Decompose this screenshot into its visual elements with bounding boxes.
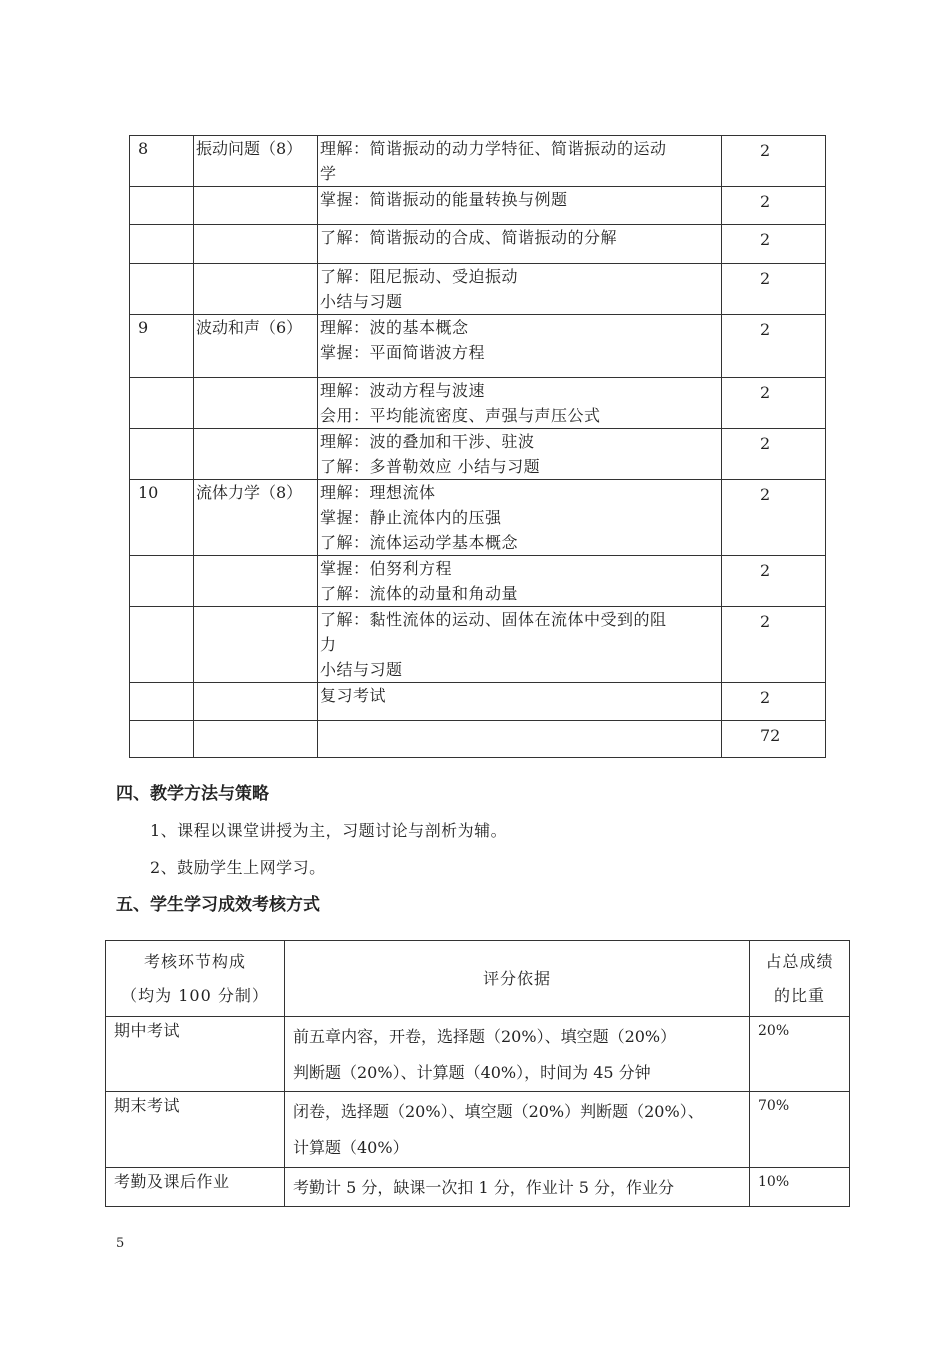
content-cell: [318, 315, 722, 378]
table-row: [130, 556, 826, 607]
content-line: 掌握：静止流体内的压强: [320, 508, 502, 527]
header-grading-basis: 评分依据: [285, 941, 750, 1017]
content-line: 了解：简谐振动的合成、简谐振动的分解: [320, 228, 618, 247]
assessment-table: [105, 940, 850, 1207]
content-line: 了解：流体的动量和角动量: [320, 584, 519, 603]
hours-cell: 2: [722, 187, 826, 225]
content-cell: [318, 429, 722, 480]
chapter-title-cell: 流体力学（8）: [194, 480, 318, 556]
chapter-number-cell: 10: [130, 480, 194, 556]
assessment-row: [106, 1168, 850, 1207]
content-line: 学: [320, 164, 337, 183]
table-row: [130, 187, 826, 225]
chapter-number-cell: [130, 556, 194, 607]
content-line: 理解：简谐振动的动力学特征、简谐振动的运动: [320, 139, 667, 158]
content-cell: [318, 264, 722, 315]
chapter-title-cell: [194, 378, 318, 429]
section-4-title: 四、教学方法与策略: [116, 784, 269, 804]
content-line: 理解：波动方程与波速: [320, 381, 486, 400]
table-row: [130, 429, 826, 480]
chapter-number-cell: [130, 264, 194, 315]
chapter-title-cell: [194, 264, 318, 315]
content-line: 复习考试: [320, 686, 387, 705]
assessment-item-cell: 期末考试: [106, 1092, 285, 1168]
weight-cell: 70%: [750, 1092, 850, 1168]
weight-cell: 10%: [750, 1168, 850, 1207]
content-cell: [318, 721, 722, 758]
grading-basis-cell: [285, 1017, 750, 1092]
hours-cell: 2: [722, 556, 826, 607]
basis-line: 前五章内容，开卷，选择题（20%）、填空题（20%）: [293, 1027, 677, 1046]
chapter-title-cell: [194, 607, 318, 683]
hours-cell: 2: [722, 429, 826, 480]
chapter-title-cell: 波动和声（6）: [194, 315, 318, 378]
content-cell: [318, 225, 722, 264]
content-line: 会用：平均能流密度、声强与声压公式: [320, 406, 601, 425]
hours-cell: 2: [722, 378, 826, 429]
basis-line: 闭卷，选择题（20%）、填空题（20%）判断题（20%）、: [293, 1102, 704, 1121]
chapter-number-cell: [130, 378, 194, 429]
table-row: [130, 607, 826, 683]
content-line: 了解：阻尼振动、受迫振动: [320, 267, 519, 286]
chapter-number-cell: [130, 721, 194, 758]
hours-cell: 2: [722, 480, 826, 556]
hours-cell: 2: [722, 315, 826, 378]
content-cell: [318, 683, 722, 721]
grading-basis-cell: [285, 1168, 750, 1207]
hours-cell: 72: [722, 721, 826, 758]
table-row: [130, 683, 826, 721]
assessment-item-cell: 期中考试: [106, 1017, 285, 1092]
assessment-row: [106, 1092, 850, 1168]
basis-line: 计算题（40%）: [293, 1138, 409, 1157]
content-cell: [318, 187, 722, 225]
table-row: [130, 378, 826, 429]
content-line: 小结与习题: [320, 660, 403, 679]
table-row: [130, 315, 826, 378]
content-cell: [318, 136, 722, 187]
grading-basis-cell: [285, 1092, 750, 1168]
chapter-title-cell: 振动问题（8）: [194, 136, 318, 187]
method-item-2: 2、鼓励学生上网学习。: [150, 858, 326, 877]
weight-cell: 20%: [750, 1017, 850, 1092]
hours-cell: 2: [722, 607, 826, 683]
chapter-number-cell: 9: [130, 315, 194, 378]
table-row: [130, 721, 826, 758]
chapter-title-cell: [194, 187, 318, 225]
hours-cell: 2: [722, 683, 826, 721]
basis-line: 判断题（20%）、计算题（40%），时间为 45 分钟: [293, 1063, 651, 1082]
method-item-1: 1、课程以课堂讲授为主，习题讨论与剖析为辅。: [150, 821, 508, 840]
assessment-header-row: [106, 941, 850, 1017]
content-line: 理解：波的基本概念: [320, 318, 469, 337]
table-row: [130, 480, 826, 556]
chapter-number-cell: [130, 429, 194, 480]
hours-cell: 2: [722, 264, 826, 315]
section-5-title: 五、学生学习成效考核方式: [116, 895, 320, 915]
basis-line: 考勤计 5 分，缺课一次扣 1 分，作业计 5 分，作业分: [293, 1178, 675, 1197]
page-number: 5: [116, 1236, 125, 1251]
hours-cell: 2: [722, 136, 826, 187]
chapter-title-cell: [194, 429, 318, 480]
schedule-table: [129, 135, 826, 758]
hours-cell: 2: [722, 225, 826, 264]
content-cell: [318, 480, 722, 556]
content-line: 了解：多普勒效应 小结与习题: [320, 457, 541, 476]
chapter-number-cell: [130, 683, 194, 721]
header-assessment-component: 考核环节构成 （均为 100 分制）: [106, 941, 285, 1017]
content-line: 了解：流体运动学基本概念: [320, 533, 519, 552]
assessment-item-cell: 考勤及课后作业: [106, 1168, 285, 1207]
table-row: [130, 225, 826, 264]
chapter-number-cell: [130, 607, 194, 683]
header-weight: 占总成绩 的比重: [750, 941, 850, 1017]
content-line: 掌握：伯努利方程: [320, 559, 453, 578]
content-line: 了解：黏性流体的运动、固体在流体中受到的阻: [320, 610, 667, 629]
chapter-title-cell: [194, 683, 318, 721]
chapter-title-cell: [194, 721, 318, 758]
chapter-title-cell: [194, 225, 318, 264]
content-line: 小结与习题: [320, 292, 403, 311]
chapter-title-cell: [194, 556, 318, 607]
content-line: 掌握：简谐振动的能量转换与例题: [320, 190, 568, 209]
content-cell: [318, 556, 722, 607]
content-cell: [318, 607, 722, 683]
content-cell: [318, 378, 722, 429]
chapter-number-cell: 8: [130, 136, 194, 187]
chapter-number-cell: [130, 187, 194, 225]
content-line: 掌握：平面简谐波方程: [320, 343, 486, 362]
table-row: [130, 264, 826, 315]
chapter-number-cell: [130, 225, 194, 264]
content-line: 理解：波的叠加和干涉、驻波: [320, 432, 535, 451]
content-line: 理解：理想流体: [320, 483, 436, 502]
assessment-row: [106, 1017, 850, 1092]
content-line: 力: [320, 635, 337, 654]
table-row: [130, 136, 826, 187]
